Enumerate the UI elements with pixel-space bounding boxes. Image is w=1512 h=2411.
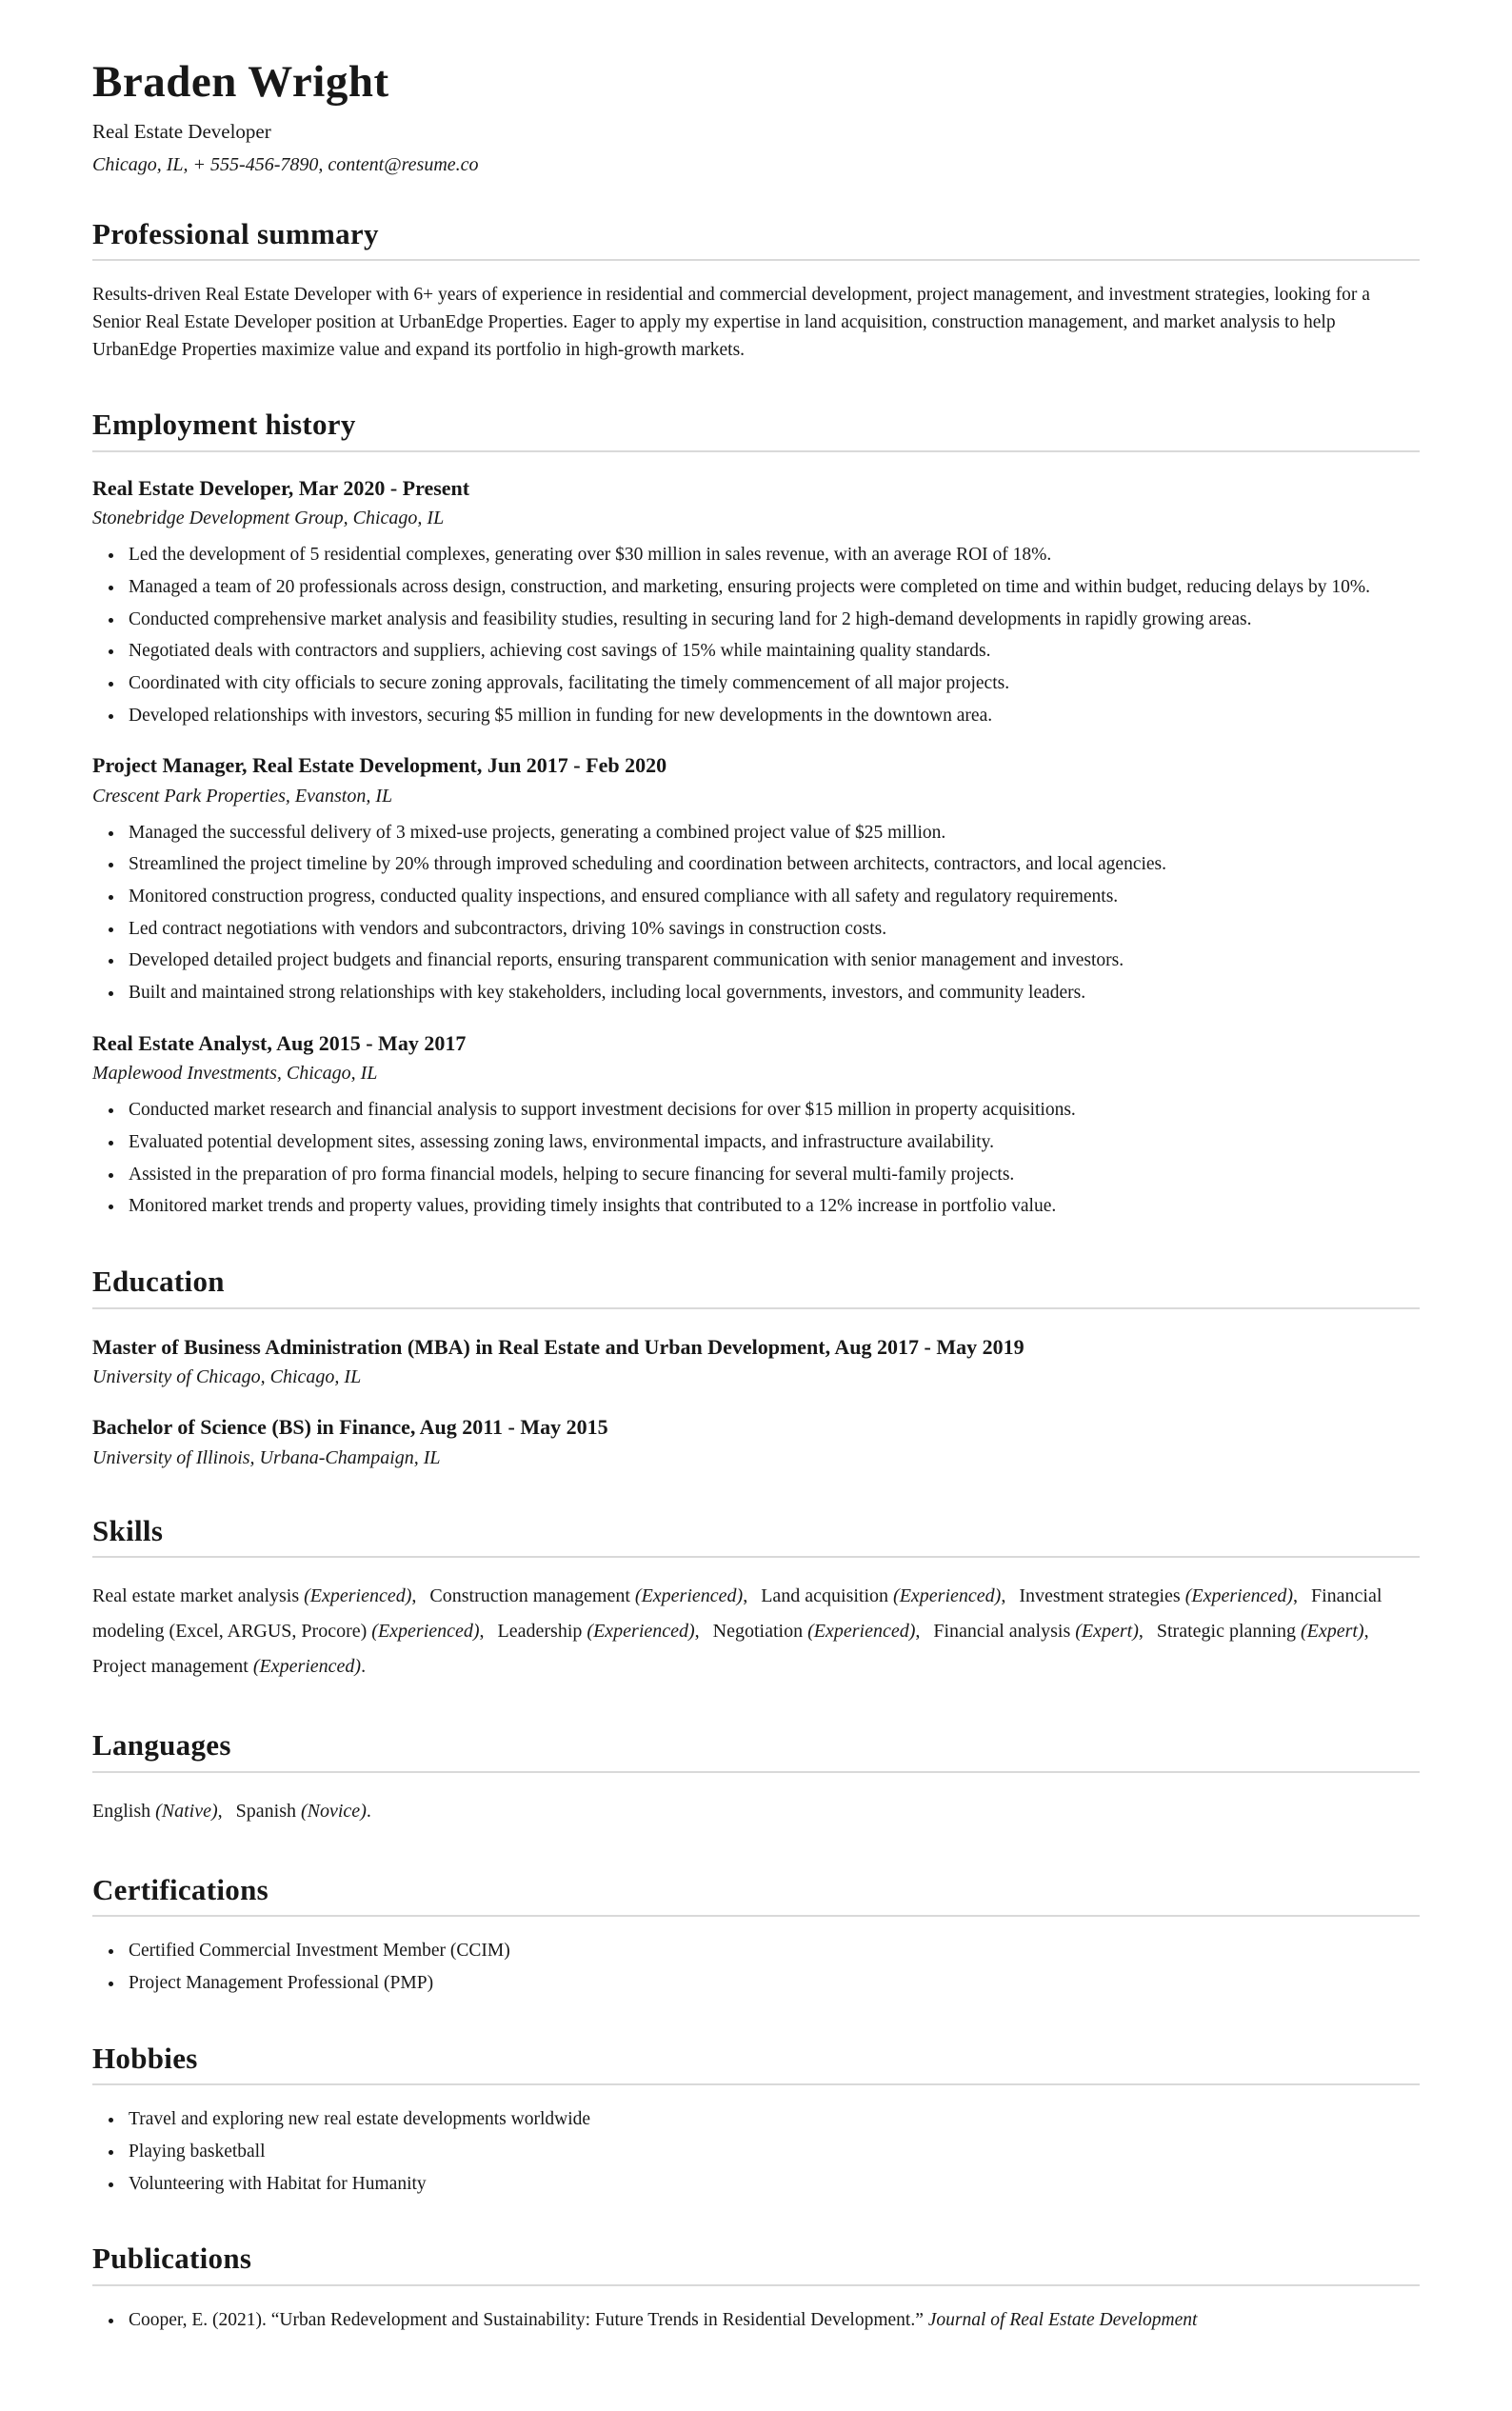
skill-name: Construction management [429,1585,630,1607]
section-employment-history [92,408,1420,1221]
bullet-item: • Managed a team of 20 professionals across design, construction, and marketing, ensuring projects were completed on time and within budget, reducing delays by 10%. [125,574,1420,602]
skill-name: Strategic planning [1156,1621,1296,1643]
section-heading-skills: Skills [92,1513,164,1547]
skill-level: (Expert) [1075,1621,1139,1643]
skill-item [92,1656,366,1677]
section-professional-summary [92,217,1420,365]
skill-name: Investment strategies [1019,1585,1181,1607]
skills-list [92,1579,1420,1684]
section-divider [92,2284,1420,2286]
section-divider [92,2083,1420,2085]
degree-school: University of Chicago, Chicago, IL [92,1366,362,1388]
job-bullet-list [92,820,1420,1007]
resume-header [92,59,1420,177]
section-heading-publications: Publications [92,2242,252,2276]
bullet-item: • Assisted in the preparation of pro forma financial models, helping to secure financing for several multi-family projects. [125,1162,1420,1189]
section-divider [92,1915,1420,1917]
section-heading-hobbies: Hobbies [92,2041,198,2075]
job-bullet-list [92,1097,1420,1221]
section-divider [92,450,1420,452]
person-role: Real Estate Developer [92,120,271,144]
bullet-item: • Developed relationships with investors, securing $5 million in funding for new developments in the downtown area. [125,703,1420,730]
skill-level: (Experienced) [893,1585,1002,1607]
skill-level: (Experienced) [1184,1585,1293,1607]
skill-level: (Experienced) [634,1585,744,1607]
bullet-item: • Built and maintained strong relationships with key stakeholders, including local governments, investors, and community leaders. [125,980,1420,1007]
skill-separator: . [361,1656,367,1678]
skill-name: Leadership [497,1621,583,1643]
bullet-item: • Evaluated potential development sites, assessing zoning laws, environmental impacts, and infrastructure availability. [125,1129,1420,1157]
skill-item [933,1621,1144,1642]
job-entry [92,1030,1420,1221]
section-hobbies [92,2042,1420,2199]
bullet-item: • Monitored market trends and property values, providing timely insights that contributed to a 12% increase in portfolio value. [125,1193,1420,1221]
skill-separator: , [1001,1585,1006,1607]
summary-text: Results-driven Real Estate Developer with 6+ years of experience in residential and commercial development, project management, and investment strategies, looking for a Senior Real Estate Developer position at UrbanEdge Properties. Eager to apply my expertise in land acquisition, construction management, and market analysis to help UrbanEdge Properties maximize value and expand its portfolio in high-growth markets. [92,285,1370,360]
language-name: English [92,1800,151,1822]
bullet-item: • Streamlined the project timeline by 20% through improved scheduling and coordination between architects, contractors, and local agencies. [125,851,1420,879]
section-heading-education: Education [92,1264,225,1298]
certifications-list [92,1938,1420,1997]
section-skills [92,1514,1420,1685]
hobbies-list [92,2106,1420,2198]
bullet-item: • Led the development of 5 residential complexes, generating over $30 million in sales revenue, with an average ROI of 18%. [125,542,1420,569]
job-bullet-list [92,542,1420,729]
bullet-item: • Conducted comprehensive market analysis and feasibility studies, resulting in securing land for 2 high-demand developments in rapidly growing areas. [125,607,1420,634]
job-entry [92,475,1420,729]
skill-separator: , [1292,1585,1298,1607]
skill-item [1157,1621,1369,1642]
job-title: Real Estate Developer, Mar 2020 - Present [92,475,470,500]
skill-name: Land acquisition [761,1585,889,1607]
job-company: Stonebridge Development Group, Chicago, IL [92,508,445,529]
publication-citation: Cooper, E. (2021). “Urban Redevelopment and Sustainability: Future Trends in Residential Development.” [129,2310,924,2331]
skill-name: Real estate market analysis [92,1585,300,1607]
skill-separator: , [915,1621,921,1643]
skill-item [713,1621,921,1642]
bullet-item: • Coordinated with city officials to secure zoning approvals, facilitating the timely commencement of all major projects. [125,670,1420,698]
skill-item [498,1621,700,1642]
section-heading-professional-summary: Professional summary [92,216,379,250]
bullet-item: • Negotiated deals with contractors and suppliers, achieving cost savings of 15% while maintaining quality standards. [125,638,1420,666]
hobby-item: • Playing basketball [125,2139,1420,2166]
degree-entry [92,1414,1420,1470]
job-title: Real Estate Analyst, Aug 2015 - May 2017 [92,1030,467,1055]
job-title: Project Manager, Real Estate Development, Jun 2017 - Feb 2020 [92,753,667,778]
bullet-item: • Managed the successful delivery of 3 mixed-use projects, generating a combined project value of $25 million. [125,820,1420,847]
publications-list [92,2307,1420,2335]
language-separator: , [217,1800,223,1822]
language-item [236,1801,371,1822]
language-level: (Native) [155,1800,218,1822]
skill-item [92,1585,416,1606]
skill-level: (Experienced) [304,1585,412,1607]
degree-title: Master of Business Administration (MBA) in Real Estate and Urban Development, Aug 2017 - May 2019 [92,1334,1025,1359]
language-separator: . [366,1800,371,1822]
section-heading-languages: Languages [92,1728,231,1763]
language-item [92,1801,223,1822]
skill-separator: , [479,1621,485,1643]
hobby-item: • Travel and exploring new real estate developments worldwide [125,2106,1420,2134]
person-name: Braden Wright [92,57,389,107]
skill-name: Financial modeling (Excel, ARGUS, Procore) [92,1585,1383,1643]
bullet-item: • Conducted market research and financial analysis to support investment decisions for over $15 million in property acquisitions. [125,1097,1420,1125]
skill-level: (Experienced) [252,1656,362,1678]
section-heading-certifications: Certifications [92,1872,269,1906]
section-divider [92,1307,1420,1309]
section-divider [92,1771,1420,1773]
skill-level: (Experienced) [807,1621,916,1643]
job-company: Maplewood Investments, Chicago, IL [92,1063,378,1085]
section-certifications [92,1873,1420,1998]
degree-school: University of Illinois, Urbana-Champaign, IL [92,1446,441,1468]
section-education [92,1265,1420,1470]
skill-level: (Expert) [1300,1621,1364,1643]
job-entry [92,752,1420,1006]
section-divider [92,1556,1420,1558]
skill-separator: , [1363,1621,1369,1643]
hobby-item: • Volunteering with Habitat for Humanity [125,2171,1420,2199]
language-level: (Novice) [301,1800,367,1822]
job-company: Crescent Park Properties, Evanston, IL [92,785,393,807]
section-publications [92,2242,1420,2334]
degree-title: Bachelor of Science (BS) in Finance, Aug 2011 - May 2015 [92,1415,608,1440]
skill-item [1019,1585,1298,1606]
bullet-item: • Led contract negotiations with vendors and subcontractors, driving 10% savings in construction costs. [125,916,1420,944]
contact-line: Chicago, IL, + 555-456-7890, content@resume.co [92,153,479,175]
languages-list [92,1794,1420,1829]
degree-entry [92,1334,1420,1390]
skill-separator: , [411,1585,417,1607]
bullet-item: • Developed detailed project budgets and financial reports, ensuring transparent communication with senior management and investors. [125,947,1420,975]
publication-item [125,2307,1420,2335]
skill-separator: , [1138,1621,1144,1643]
bullet-item: • Monitored construction progress, conducted quality inspections, and ensured compliance with all safety and regulatory requirements. [125,884,1420,911]
certification-item: • Certified Commercial Investment Member (CCIM) [125,1938,1420,1965]
section-divider [92,259,1420,261]
language-name: Spanish [235,1800,296,1822]
section-languages [92,1728,1420,1829]
skill-name: Financial analysis [933,1621,1071,1643]
skill-level: (Experienced) [587,1621,695,1643]
publication-journal: Journal of Real Estate Development [927,2310,1198,2331]
section-heading-employment-history: Employment history [92,408,356,442]
skill-separator: , [694,1621,700,1643]
skill-name: Project management [92,1656,249,1678]
skill-name: Negotiation [712,1621,804,1643]
skill-item [761,1585,1005,1606]
skill-item [429,1585,747,1606]
skill-level: (Experienced) [371,1621,480,1643]
skill-separator: , [743,1585,748,1607]
certification-item: • Project Management Professional (PMP) [125,1970,1420,1998]
